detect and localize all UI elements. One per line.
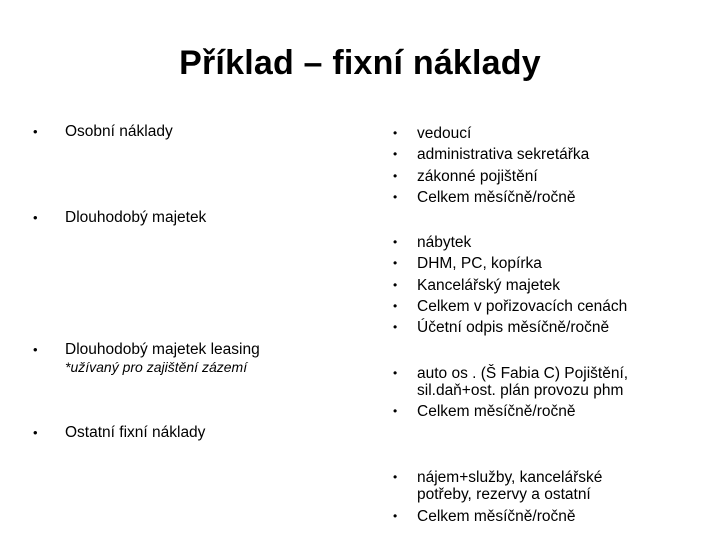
right-item-text: Celkem měsíčně/ročně [417, 189, 576, 206]
right-item-text: Celkem měsíčně/ročně [417, 403, 576, 420]
left-item-label-text: Dlouhodobý majetek leasing [65, 341, 260, 358]
right-item-text: Účetní odpis měsíčně/ročně [417, 319, 610, 336]
bullet-icon: • [393, 278, 398, 292]
left-item-note: *užívaný pro zajištění zázemí [65, 359, 248, 375]
left-item-label: Dlouhodobý majetek [65, 209, 207, 226]
bullet-icon: • [393, 235, 398, 249]
right-item-text: DHM, PC, kopírka [417, 255, 542, 272]
bullet-icon: • [393, 190, 398, 204]
bullet-icon: • [393, 509, 398, 523]
bullet-icon: • [393, 147, 398, 161]
bullet-icon: • [33, 124, 38, 139]
bullet-icon: • [393, 366, 398, 380]
left-item-label [65, 341, 260, 375]
right-item-text: nájem+služby, kancelářské [417, 469, 603, 486]
bullet-icon: • [393, 470, 398, 484]
bullet-icon: • [393, 256, 398, 270]
left-item-label: Ostatní fixní náklady [65, 424, 206, 441]
bullet-icon: • [33, 210, 38, 225]
right-item-text: sil.daň+ost. plán provozu phm [417, 382, 624, 399]
bullet-icon: • [393, 404, 398, 418]
right-item-text: potřeby, rezervy a ostatní [417, 486, 591, 503]
bullet-icon: • [393, 126, 398, 140]
right-item-text: administrativa sekretářka [417, 146, 590, 163]
bullet-icon: • [393, 169, 398, 183]
right-item-text: auto os . (Š Fabia C) Pojištění, [417, 365, 629, 382]
bullet-icon: • [33, 342, 38, 357]
page-title: Příklad – fixní náklady [179, 44, 541, 82]
right-item-text: Kancelářský majetek [417, 277, 561, 294]
right-item-text: nábytek [417, 234, 472, 251]
bullet-icon: • [393, 320, 398, 334]
right-item-text: Celkem v pořizovacích cenách [417, 298, 628, 315]
right-item-text: zákonné pojištění [417, 168, 538, 185]
right-item-text: Celkem měsíčně/ročně [417, 508, 576, 525]
bullet-icon: • [393, 299, 398, 313]
bullet-icon: • [33, 425, 38, 440]
left-item-label: Osobní náklady [65, 123, 173, 140]
right-item-text: vedoucí [417, 125, 472, 142]
